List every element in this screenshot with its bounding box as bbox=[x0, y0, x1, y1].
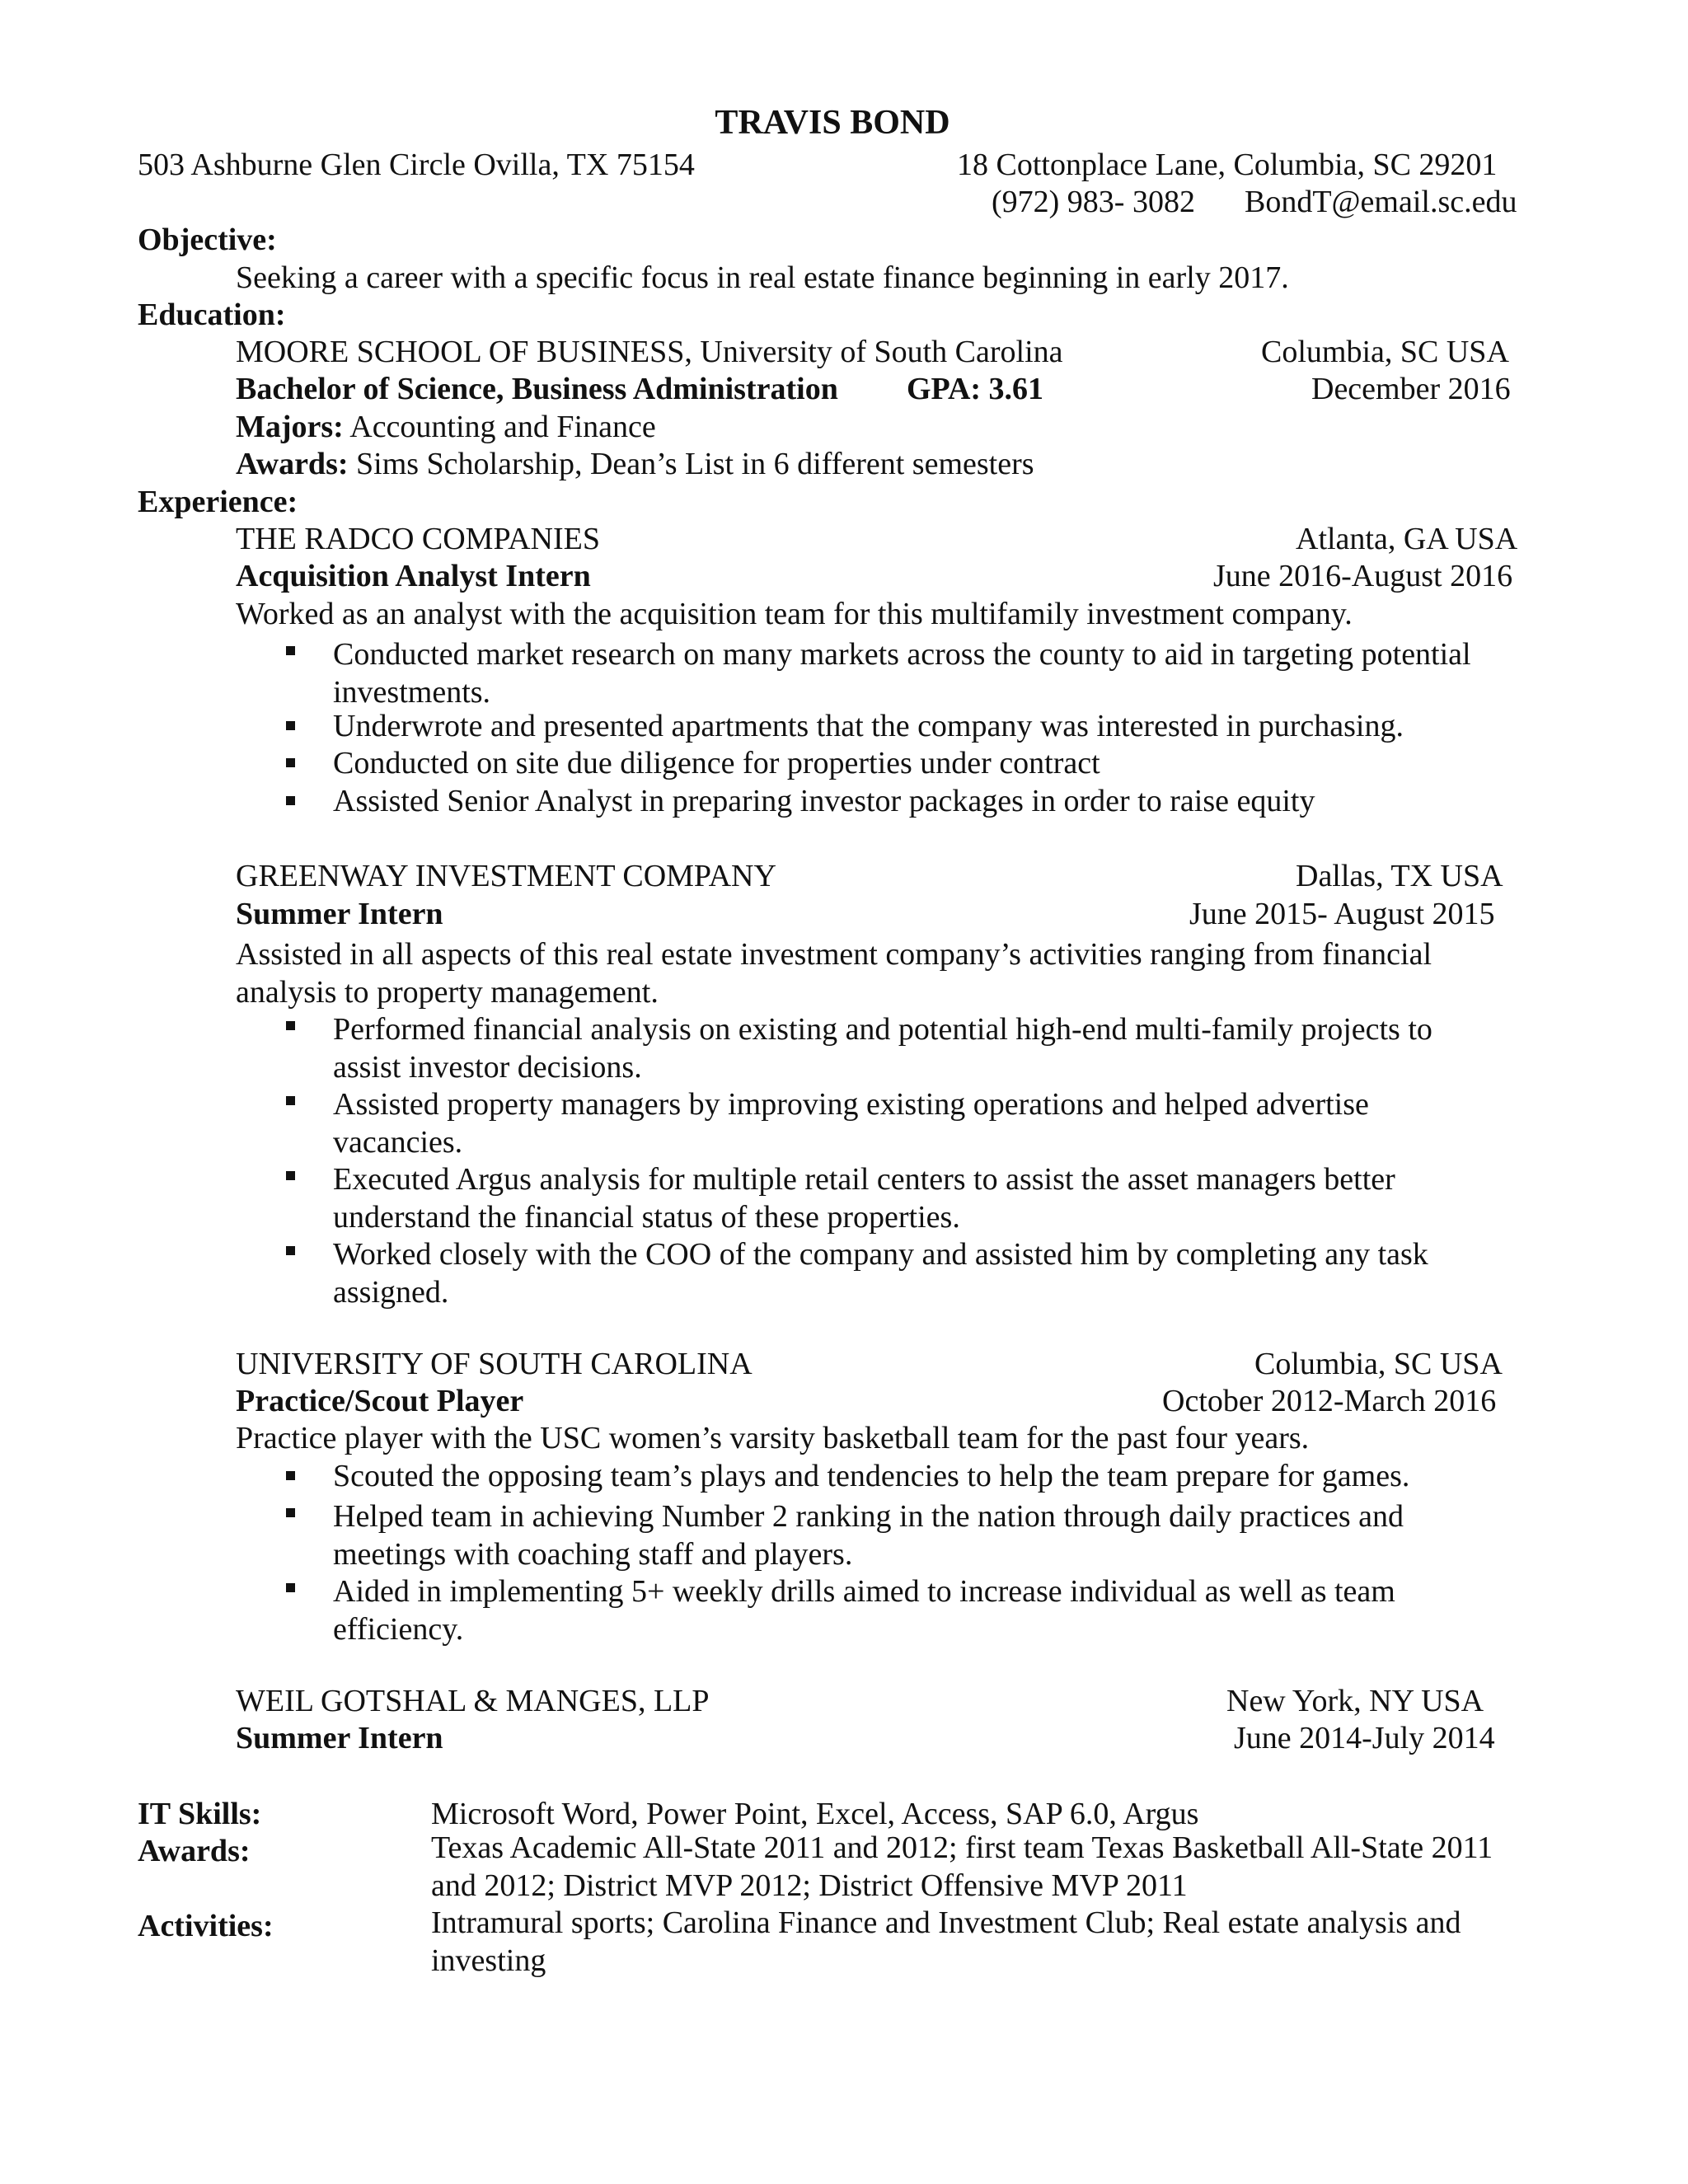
phone-number: (972) 983- 3082 bbox=[992, 185, 1195, 219]
activities-value: Intramural sports; Carolina Finance and Investment Club; Real estate analysis and investing bbox=[431, 1905, 1461, 1978]
job-summary: Assisted in all aspects of this real estate investment company’s activities ranging from financial analysis to property management. bbox=[236, 937, 1432, 1010]
bullet-square-icon bbox=[286, 721, 295, 730]
job-bullet: Executed Argus analysis for multiple retail centers to assist the asset managers better understand the financial status of these properties. bbox=[333, 1162, 1395, 1235]
school-name: MOORE SCHOOL OF BUSINESS, University of South Carolina bbox=[236, 335, 1063, 369]
education-awards-value: Sims Scholarship, Dean’s List in 6 different semesters bbox=[356, 447, 1034, 481]
bullet-square-icon bbox=[286, 1021, 295, 1030]
degree: Bachelor of Science, Business Administration bbox=[236, 372, 838, 406]
job-bullet: Assisted property managers by improving existing operations and helped advertise vacancies. bbox=[333, 1087, 1369, 1160]
objective-text: Seeking a career with a specific focus in real estate finance beginning in early 2017. bbox=[236, 260, 1289, 295]
job-bullet: Underwrote and presented apartments that the company was interested in purchasing. bbox=[333, 709, 1404, 743]
job-bullet: Worked closely with the COO of the company and assisted him by completing any task assigned. bbox=[333, 1237, 1428, 1310]
job-dates: June 2016-August 2016 bbox=[1213, 559, 1513, 593]
bullet-square-icon bbox=[286, 1171, 295, 1180]
objective-heading: Objective: bbox=[138, 223, 277, 257]
graduation-date: December 2016 bbox=[1311, 372, 1511, 406]
education-awards-label: Awards: bbox=[236, 447, 349, 481]
job-location: Dallas, TX USA bbox=[1296, 859, 1503, 893]
majors-label: Majors: bbox=[236, 410, 344, 444]
bullet-square-icon bbox=[286, 1471, 295, 1480]
school-location: Columbia, SC USA bbox=[1261, 335, 1509, 369]
awards-label: Awards: bbox=[138, 1834, 251, 1868]
bullet-square-icon bbox=[286, 1096, 295, 1105]
job-location: Atlanta, GA USA bbox=[1296, 522, 1518, 556]
candidate-name: TRAVIS BOND bbox=[715, 104, 950, 142]
job-title: Practice/Scout Player bbox=[236, 1384, 524, 1418]
job-dates: June 2015- August 2015 bbox=[1189, 897, 1495, 931]
job-bullet: Conducted market research on many markets across the county to aid in targeting potential investments. bbox=[333, 637, 1471, 710]
awards-value: Texas Academic All-State 2011 and 2012; first team Texas Basketball All-State 2011 and 2012; District MVP 2012; District Offensive MVP 2011 bbox=[431, 1830, 1493, 1903]
job-bullet: Aided in implementing 5+ weekly drills aimed to increase individual as well as team efficiency. bbox=[333, 1574, 1395, 1647]
email-address: BondT@email.sc.edu bbox=[1245, 185, 1517, 219]
bullet-square-icon bbox=[286, 1583, 295, 1592]
job-summary: Practice player with the USC women’s varsity basketball team for the past four years. bbox=[236, 1421, 1310, 1455]
it-skills-label: IT Skills: bbox=[138, 1797, 262, 1831]
job-company: UNIVERSITY OF SOUTH CAROLINA bbox=[236, 1347, 753, 1381]
home-address: 503 Ashburne Glen Circle Ovilla, TX 75154 bbox=[138, 148, 695, 182]
bullet-square-icon bbox=[286, 796, 295, 805]
job-bullet: Scouted the opposing team’s plays and tendencies to help the team prepare for games. bbox=[333, 1459, 1410, 1493]
bullet-square-icon bbox=[286, 1508, 295, 1517]
bullet-square-icon bbox=[286, 758, 295, 767]
job-dates: October 2012-March 2016 bbox=[1162, 1384, 1497, 1418]
job-location: New York, NY USA bbox=[1226, 1684, 1484, 1718]
education-heading: Education: bbox=[138, 298, 286, 332]
majors-value: Accounting and Finance bbox=[349, 410, 656, 444]
job-company: GREENWAY INVESTMENT COMPANY bbox=[236, 859, 776, 893]
job-dates: June 2014-July 2014 bbox=[1234, 1721, 1495, 1755]
job-location: Columbia, SC USA bbox=[1254, 1347, 1503, 1381]
job-bullet: Performed financial analysis on existing and potential high-end multi-family projects to assist investor decisions. bbox=[333, 1012, 1432, 1085]
activities-label: Activities: bbox=[138, 1909, 274, 1943]
majors-line bbox=[236, 411, 656, 443]
bullet-square-icon bbox=[286, 1246, 295, 1255]
job-company: WEIL GOTSHAL & MANGES, LLP bbox=[236, 1684, 710, 1718]
school-address: 18 Cottonplace Lane, Columbia, SC 29201 bbox=[957, 148, 1498, 182]
job-title: Summer Intern bbox=[236, 897, 443, 931]
job-bullet: Helped team in achieving Number 2 ranking in the nation through daily practices and meetings with coaching staff and players. bbox=[333, 1499, 1404, 1572]
education-awards-line bbox=[236, 448, 1034, 480]
job-company: THE RADCO COMPANIES bbox=[236, 522, 600, 556]
gpa: GPA: 3.61 bbox=[907, 372, 1044, 406]
it-skills-value: Microsoft Word, Power Point, Excel, Access, SAP 6.0, Argus bbox=[431, 1797, 1199, 1831]
job-title: Acquisition Analyst Intern bbox=[236, 559, 591, 593]
experience-heading: Experience: bbox=[138, 485, 298, 519]
job-bullet: Conducted on site due diligence for properties under contract bbox=[333, 746, 1100, 780]
job-title: Summer Intern bbox=[236, 1721, 443, 1755]
bullet-square-icon bbox=[286, 646, 295, 655]
job-bullet: Assisted Senior Analyst in preparing investor packages in order to raise equity bbox=[333, 784, 1315, 818]
job-summary: Worked as an analyst with the acquisition team for this multifamily investment company. bbox=[236, 597, 1353, 631]
